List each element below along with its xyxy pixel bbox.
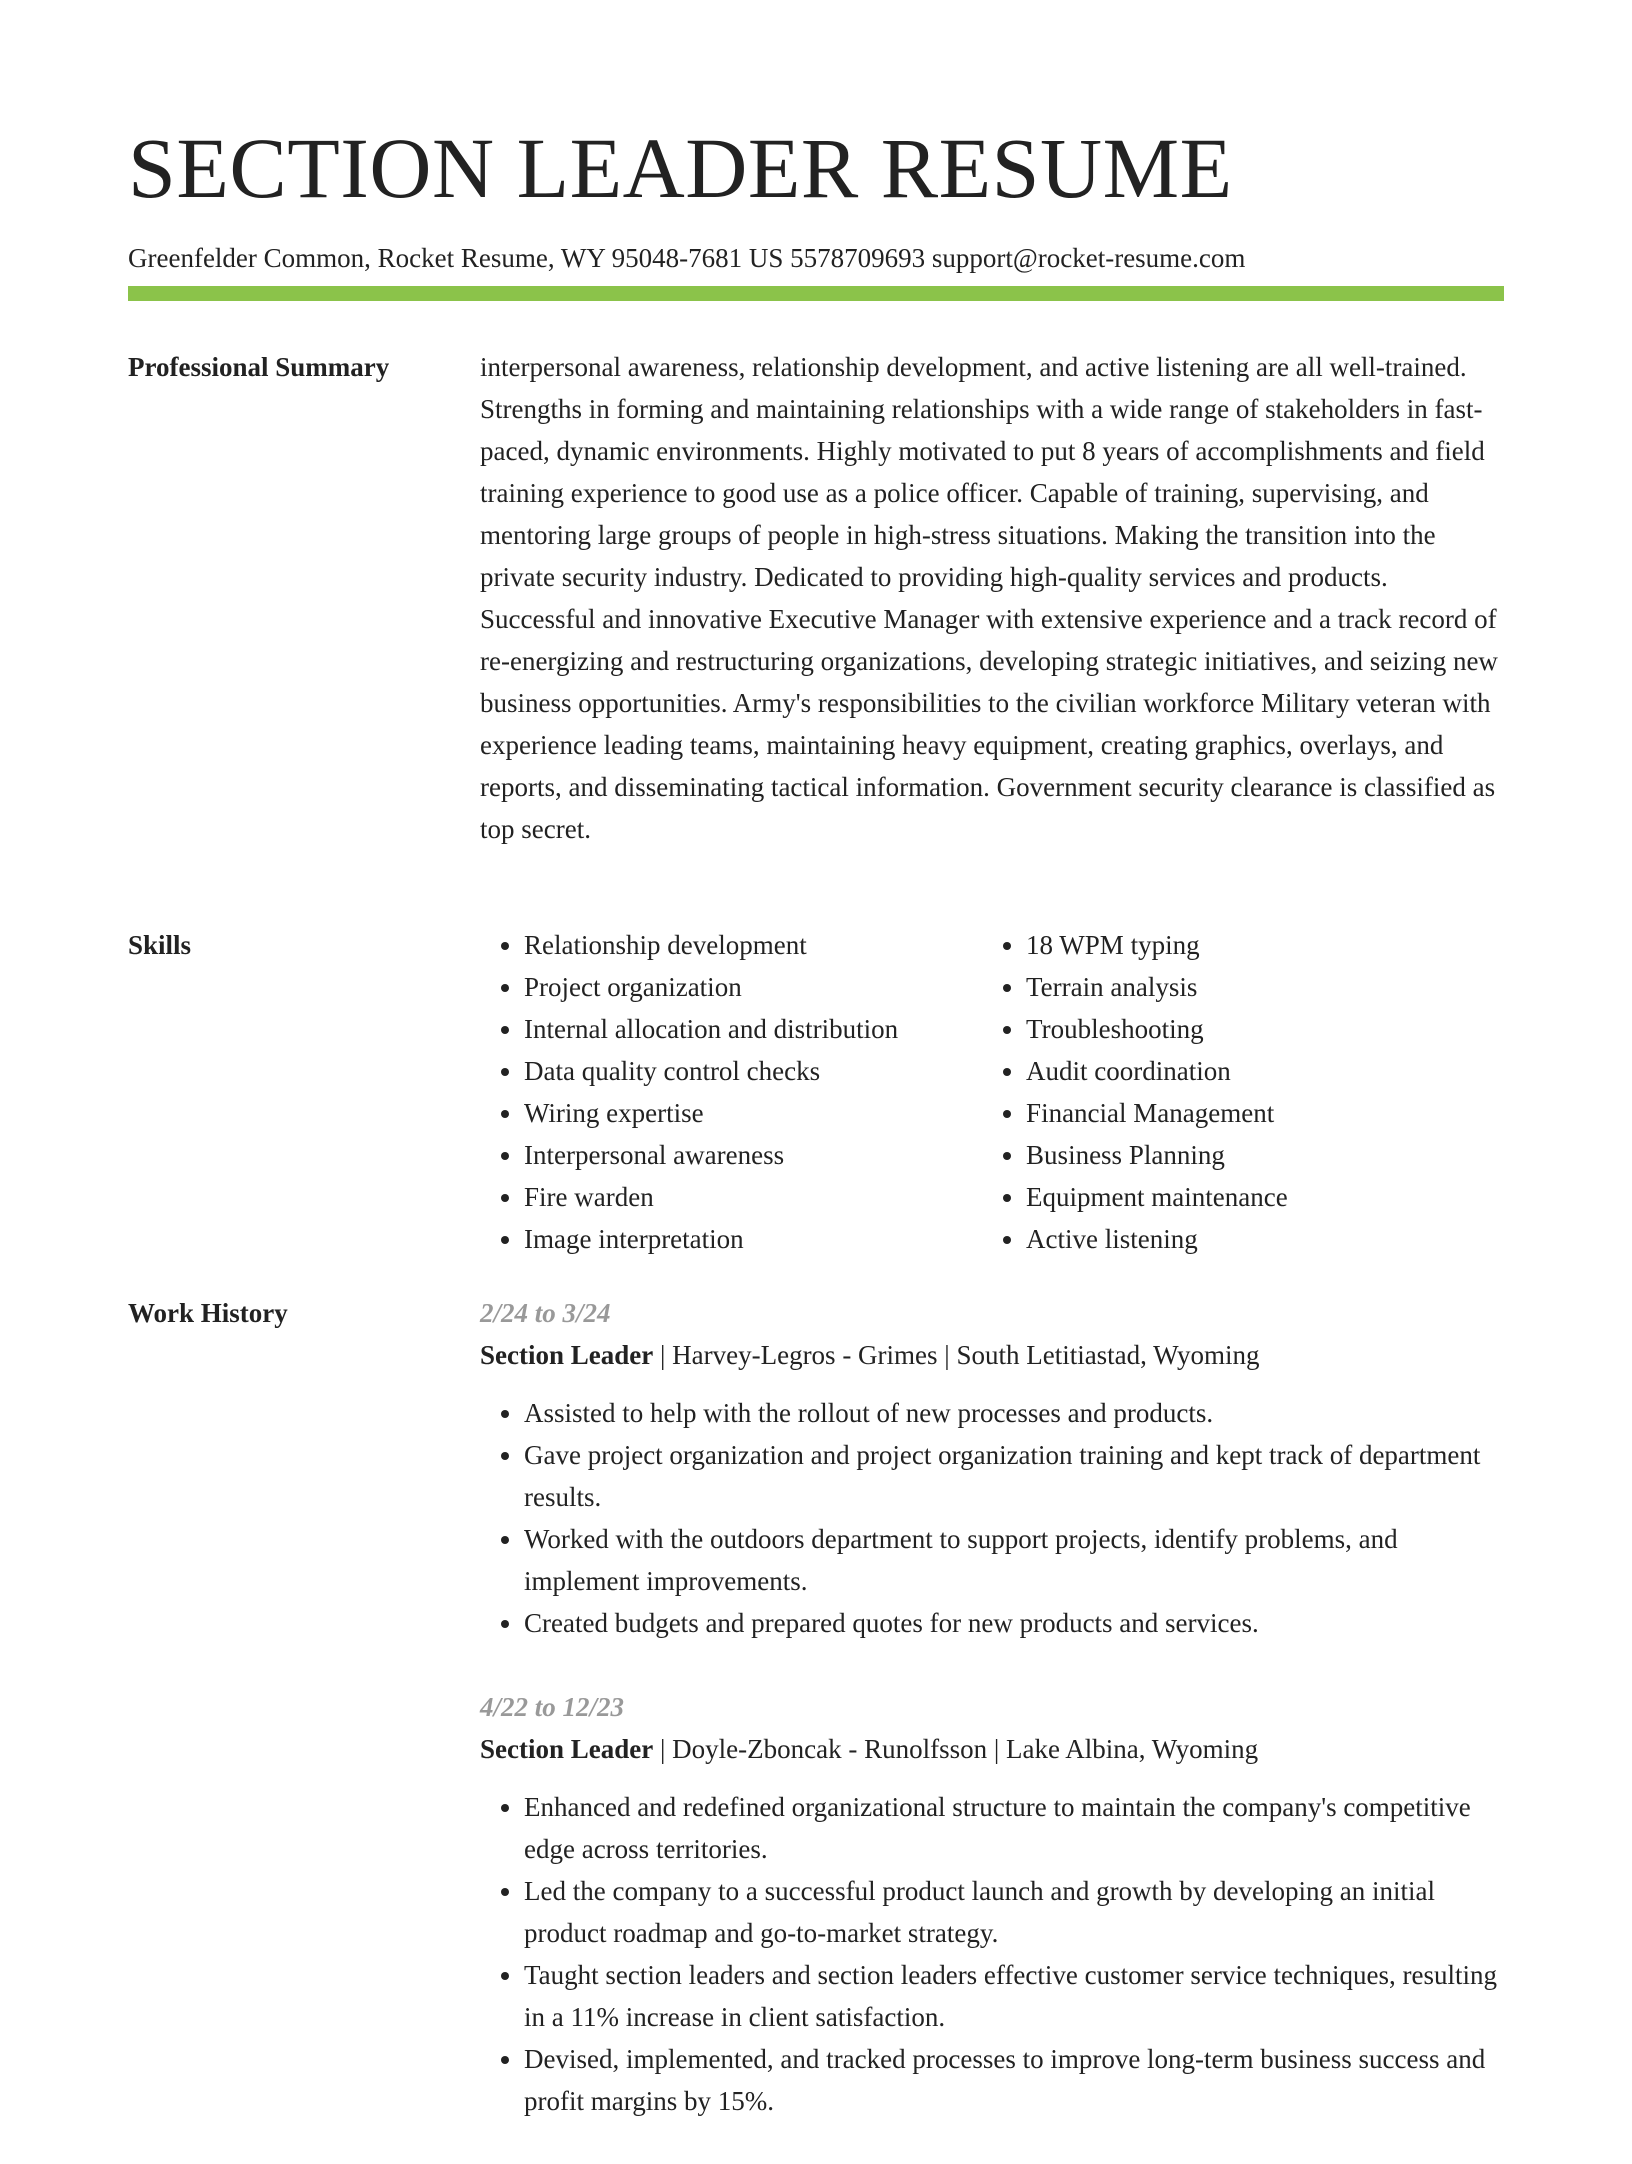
- job-bullet: • Enhanced and redefined organizational structure to maintain the company's competitive edge across territories.: [524, 1786, 1504, 1870]
- summary-label: Professional Summary: [128, 352, 390, 382]
- job-bullet: • Assisted to help with the rollout of new processes and products.: [524, 1392, 1504, 1434]
- job-entry: [480, 1686, 1504, 2122]
- summary-body: [480, 346, 1504, 850]
- job-bullet: • Taught section leaders and section leaders effective customer service techniques, resulting in a 11% increase in client satisfaction.: [524, 1954, 1504, 2038]
- skill-item: • 18 WPM typing: [1026, 924, 1504, 966]
- work-history-body: [480, 1292, 1504, 2164]
- job-bullet: • Created budgets and prepared quotes for new products and services.: [524, 1602, 1504, 1644]
- job-bullet: • Devised, implemented, and tracked processes to improve long-term business success and profit margins by 15%.: [524, 2038, 1504, 2122]
- job-employer-location: | Harvey-Legros - Grimes | South Letitiastad, Wyoming: [653, 1340, 1260, 1370]
- accent-divider: [128, 286, 1504, 301]
- skill-item: • Active listening: [1026, 1218, 1504, 1260]
- skill-item: • Terrain analysis: [1026, 966, 1504, 1008]
- job-employer-location: | Doyle-Zboncak - Runolfsson | Lake Albina, Wyoming: [653, 1734, 1259, 1764]
- job-heading: [480, 1728, 1504, 1770]
- job-entry: [480, 1292, 1504, 1644]
- skills-columns: [480, 924, 1504, 1260]
- resume-title: SECTION LEADER RESUME: [128, 120, 1233, 216]
- skill-item: • Data quality control checks: [524, 1050, 982, 1092]
- job-title: Section Leader: [480, 1340, 654, 1370]
- skills-label: Skills: [128, 930, 192, 960]
- resume-header: [128, 118, 1504, 276]
- skill-item: • Wiring expertise: [524, 1092, 982, 1134]
- job-bullet: • Worked with the outdoors department to support projects, identify problems, and implement improvements.: [524, 1518, 1504, 1602]
- job-dates: 4/22 to 12/23: [480, 1692, 625, 1722]
- skills-list-left: [480, 924, 982, 1260]
- skill-item: • Business Planning: [1026, 1134, 1504, 1176]
- skills-body: [480, 924, 1504, 1260]
- skill-item: • Troubleshooting: [1026, 1008, 1504, 1050]
- summary-text: interpersonal awareness, relationship development, and active listening are all well-trained. Strengths in forming and maintaining relationships with a wide range of stakeholders in fast-paced, dynamic environments. Highly motivated to put 8 years of accomplishments and field training experience to good use as a police officer. Capable of training, supervising, and mentoring large groups of people in high-stress situations. Making the transition into the private security industry. Dedicated to providing high-quality services and products. Successful and innovative Executive Manager with extensive experience and a track record of re-energizing and restructuring organizations, developing strategic initiatives, and seizing new business opportunities. Army's responsibilities to the civilian workforce Military veteran with experience leading teams, maintaining heavy equipment, creating graphics, overlays, and reports, and disseminating tactical information. Government security clearance is classified as top secret.: [480, 352, 1498, 844]
- work-history-label: Work History: [128, 1298, 288, 1328]
- skill-item: • Project organization: [524, 966, 982, 1008]
- job-bullet: • Gave project organization and project organization training and kept track of department results.: [524, 1434, 1504, 1518]
- skill-item: • Image interpretation: [524, 1218, 982, 1260]
- job-bullet-list: [480, 1786, 1504, 2122]
- skill-item: • Audit coordination: [1026, 1050, 1504, 1092]
- skill-item: • Relationship development: [524, 924, 982, 966]
- job-bullet-list: [480, 1392, 1504, 1644]
- job-bullet: • Led the company to a successful product launch and growth by developing an initial product roadmap and go-to-market strategy.: [524, 1870, 1504, 1954]
- skill-item: • Financial Management: [1026, 1092, 1504, 1134]
- skill-item: • Fire warden: [524, 1176, 982, 1218]
- skill-item: • Interpersonal awareness: [524, 1134, 982, 1176]
- skill-item: • Equipment maintenance: [1026, 1176, 1504, 1218]
- contact-line: Greenfelder Common, Rocket Resume, WY 95048-7681 US 5578709693 support@rocket-resume.com: [128, 243, 1246, 273]
- job-title: Section Leader: [480, 1734, 654, 1764]
- skill-item: • Internal allocation and distribution: [524, 1008, 982, 1050]
- job-dates: 2/24 to 3/24: [480, 1298, 611, 1328]
- skills-list-right: [982, 924, 1504, 1260]
- job-heading: [480, 1334, 1504, 1376]
